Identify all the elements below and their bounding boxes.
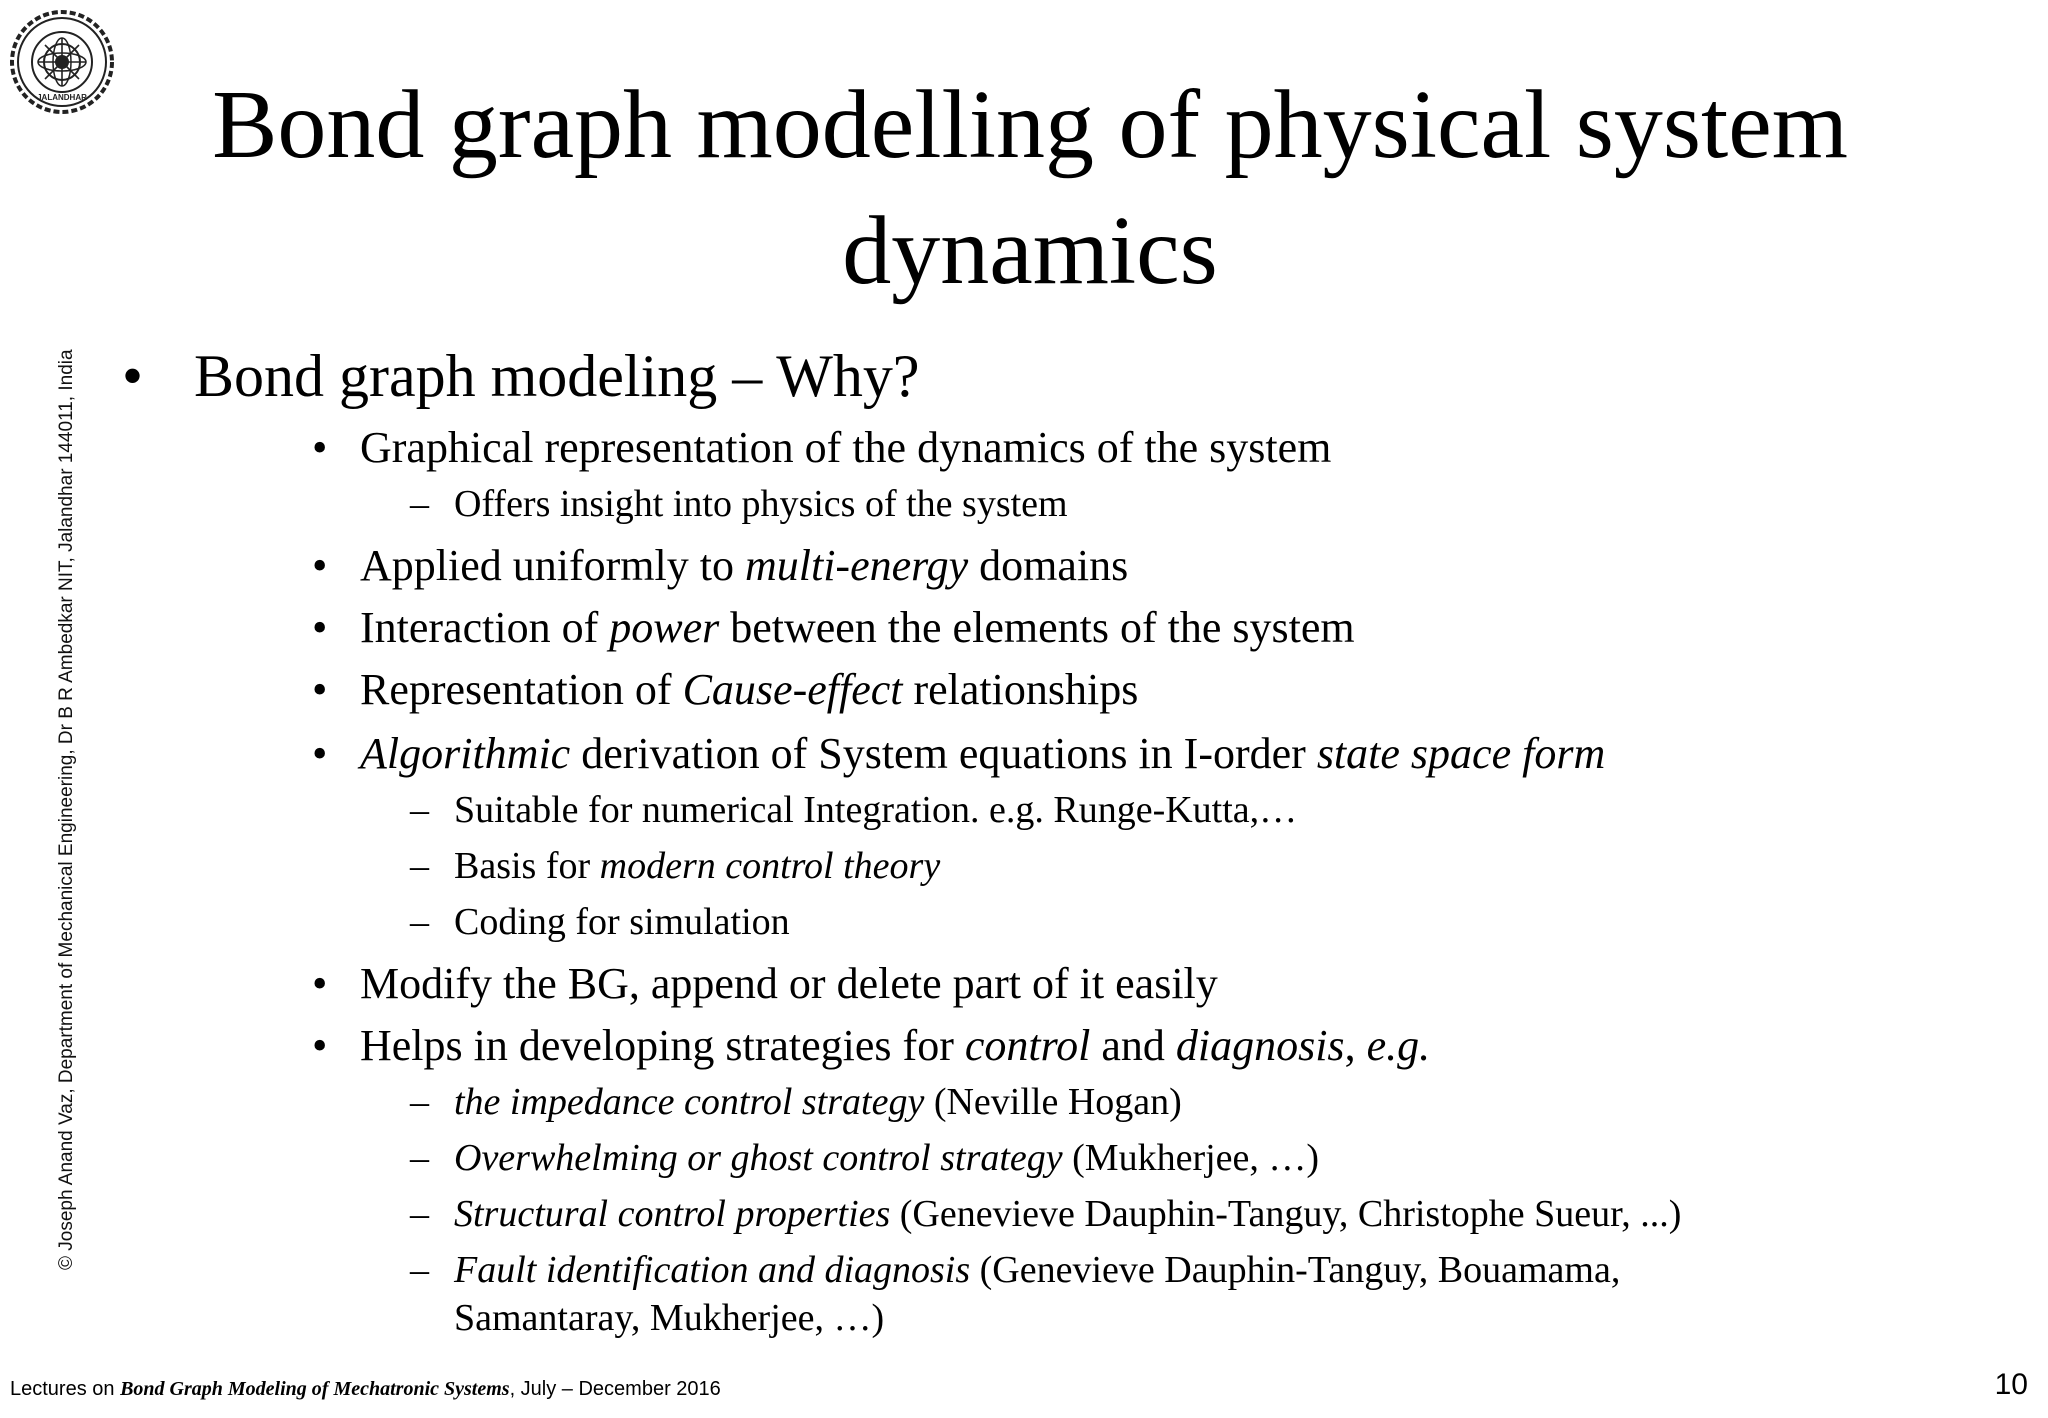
sub-point-italic-text: Fault identification and diagnosis <box>454 1249 971 1291</box>
sub-list-item: – the impedance control strategy (Neville Hogan) <box>410 1081 1182 1123</box>
list-item: • Representation of Cause-effect relationships <box>312 665 1139 714</box>
sub-point-text: Basis for <box>454 845 600 887</box>
footer-course-text <box>10 1378 721 1401</box>
footer-prefix: Lectures on <box>10 1378 121 1400</box>
sub-list-item: – Structural control properties (Genevieve Dauphin-Tanguy, Christophe Sueur, ...) <box>410 1193 1682 1235</box>
point-text: Modify the BG, append or delete part of it easily <box>360 959 1218 1008</box>
point-text: relationships <box>902 665 1139 714</box>
slide-title: Bond graph modelling of physical system dynamics <box>212 71 1848 305</box>
footer-course-name: Bond Graph Modeling of Mechatronic Systems <box>120 1378 510 1400</box>
list-item: • Applied uniformly to multi-energy domains <box>312 541 1129 590</box>
sub-list-item: – Overwhelming or ghost control strategy (Mukherjee, …) <box>410 1137 1320 1179</box>
sub-point-text: Suitable for numerical Integration. e.g. Runge-Kutta,… <box>454 789 1298 831</box>
point-italic-text: Cause-effect <box>682 665 903 714</box>
footer-suffix: , July – December 2016 <box>509 1378 721 1400</box>
point-insight-text: Offers insight into physics of the system <box>454 483 1068 525</box>
sub-point-text: (Neville Hogan) <box>924 1081 1182 1123</box>
sub-point-italic-text: the impedance control strategy <box>454 1081 925 1123</box>
point-text: and <box>1090 1021 1176 1070</box>
sub-point-text: (Mukherjee, …) <box>1062 1137 1320 1179</box>
logo-city-text: JALANDHAR <box>37 93 87 102</box>
point-graphical-text: Graphical representation of the dynamics of the system <box>360 423 1332 472</box>
point-italic-text: e.g. <box>1366 1021 1431 1070</box>
point-text: Helps in developing strategies for <box>360 1021 965 1070</box>
point-text: derivation of System equations in I-order <box>570 729 1317 778</box>
sub-point-text: Coding for simulation <box>454 901 790 943</box>
main-bullet-text: Bond graph modeling – Why? <box>194 343 920 409</box>
page-number: 10 <box>1994 1368 2028 1401</box>
sub-point-text: (Genevieve Dauphin-Tanguy, Christophe Sueur, ...) <box>890 1193 1682 1235</box>
copyright-side-text: © Joseph Anand Vaz, Department of Mechanical Engineering, Dr B R Ambedkar NIT, Jalandhar 144011, India <box>56 349 77 1270</box>
list-item: • Modify the BG, append or delete part of it easily <box>312 959 1218 1008</box>
sub-point-text: (Genevieve Dauphin-Tanguy, Bouamama, <box>970 1249 1621 1291</box>
sub-list-item: – Coding for simulation <box>410 901 790 943</box>
point-italic-text: multi-energy <box>744 541 969 590</box>
point-text: Representation of <box>360 665 683 714</box>
list-item: • Interaction of power between the elements of the system <box>312 603 1355 652</box>
list-item: • Helps in developing strategies for control and diagnosis, e.g. <box>312 1021 1431 1070</box>
sub-point-italic-text: Overwhelming or ghost control strategy <box>454 1137 1063 1179</box>
list-item: • Algorithmic derivation of System equations in I-order state space form <box>312 729 1606 778</box>
sub-point-italic-text: modern control theory <box>599 845 941 887</box>
point-italic-text: diagnosis <box>1175 1021 1345 1070</box>
bullet-dot: • <box>122 343 144 409</box>
sub-point-italic-text: Structural control properties <box>454 1193 891 1235</box>
sub-list-item: – Offers insight into physics of the system <box>410 483 1068 525</box>
point-text: , <box>1344 1021 1367 1070</box>
sub-list-item: – Basis for modern control theory <box>410 845 941 887</box>
point-text: between the elements of the system <box>719 603 1355 652</box>
point-italic-text: power <box>609 603 720 652</box>
point-italic-text: Algorithmic <box>360 729 571 778</box>
sub-list-item-continuation: Samantaray, Mukherjee, …) <box>454 1297 885 1339</box>
point-text: Applied uniformly to <box>360 541 745 590</box>
point-text: Interaction of <box>360 603 610 652</box>
sub-list-item: – Suitable for numerical Integration. e.g. Runge-Kutta,… <box>410 789 1298 831</box>
point-italic-text: control <box>964 1021 1091 1070</box>
list-item: • Graphical representation of the dynamics of the system <box>312 423 1332 472</box>
point-italic-text: state space form <box>1316 729 1606 778</box>
institute-logo-icon <box>8 8 116 116</box>
point-text: domains <box>968 541 1129 590</box>
sub-list-item: – Fault identification and diagnosis (Genevieve Dauphin-Tanguy, Bouamama, <box>410 1249 1621 1291</box>
main-bullet <box>122 340 919 412</box>
